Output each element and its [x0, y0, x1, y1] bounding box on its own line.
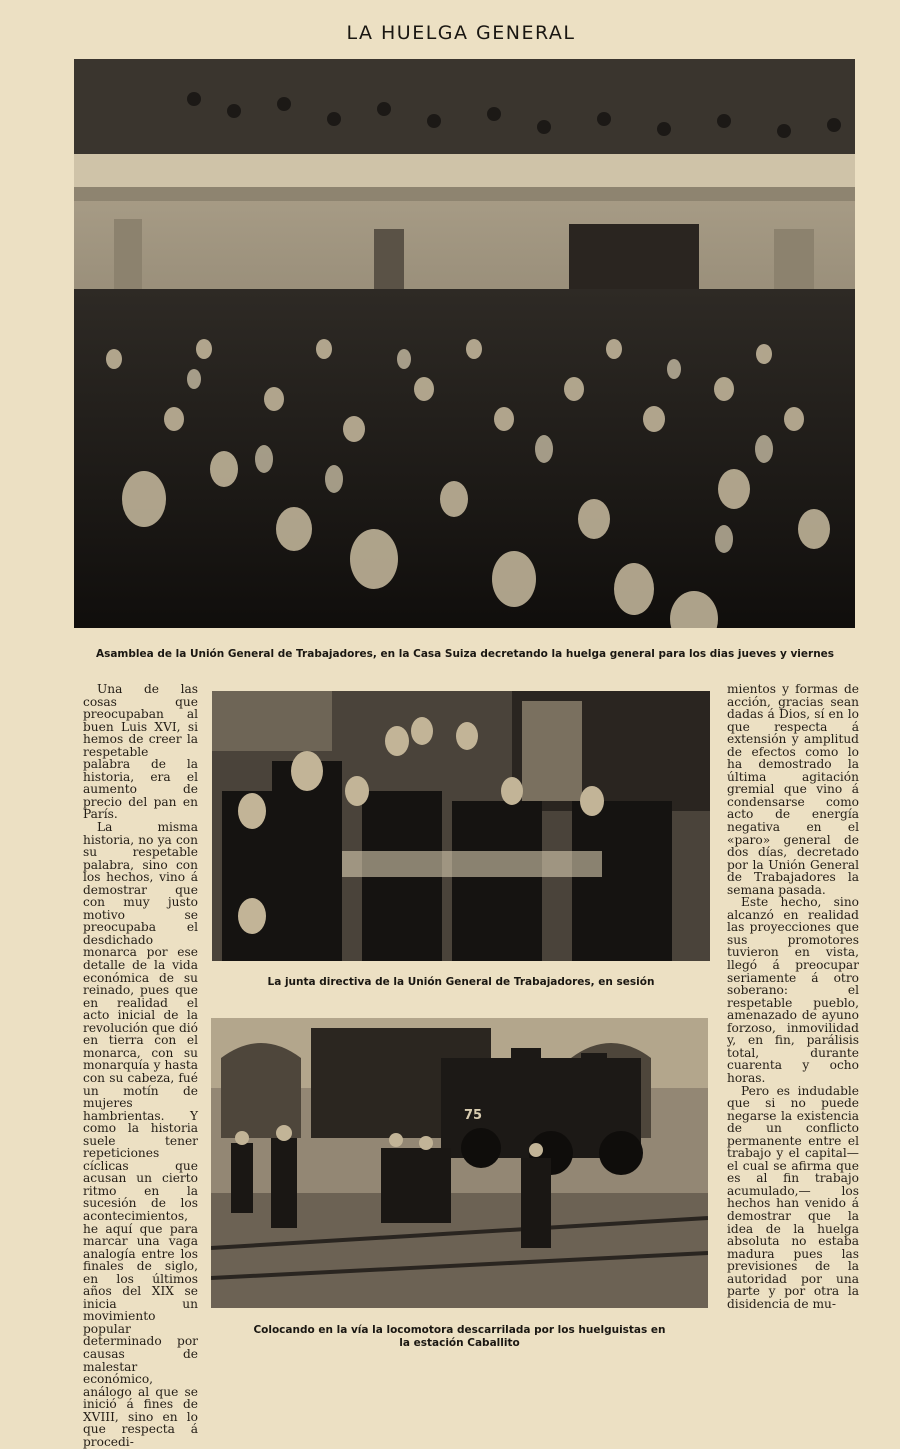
page-title: LA HUELGA GENERAL: [346, 22, 576, 44]
board-photo-caption: La junta directiva de la Unión General de Trabajadores, en sesión: [267, 976, 655, 988]
right-paragraph-1: mientos y formas de acción, gracias sean dadas á Dios, sí en lo que respecta á extensión y amplitud de efectos como lo ha demostrado la última agitación gremial que vino á condensarse como acto de energía negativa en el «paro» general de dos días, decretado por la Unión General de Trabajadores la semana pasada.: [727, 682, 859, 897]
right-paragraph-3: Pero es indudable que si no puede negarse la existencia de un conflicto permanente entre el trabajo y el capital—el cual se afirma que es al fin trabajo acumulado,— los hechos han venido á demostrar que la idea de la huelga absoluta no estaba madura pues las previsiones de la autoridad por una parte y por otra la disidencia de mu-: [727, 1083, 859, 1311]
board-photo-image: [212, 691, 710, 961]
right-paragraph-2: Este hecho, sino alcanzó en realidad las proyecciones que sus promotores tuvieron en vista, llegó á preocupar seriamente á otro soberano: el respetable pueblo, amenazado de ayuno forzoso, inmovilidad y, en fin, parálisis total, durante cuarenta y ocho horas.: [727, 895, 859, 1085]
assembly-photo-caption: Asamblea de la Unión General de Trabajadores, en la Casa Suiza decretando la huelga general para los dias jueves y viernes: [95, 648, 835, 660]
locomotive-photo-caption: [211, 1324, 708, 1350]
article-column-left: [83, 683, 198, 1448]
locomotive-photo: [211, 1018, 708, 1308]
locomotive-caption-line-2: la estación Caballito: [399, 1337, 520, 1349]
assembly-photo: [74, 59, 855, 628]
locomotive-caption-line-1: Colocando en la vía la locomotora descarrilada por los huelguistas en: [253, 1324, 666, 1336]
locomotive-photo-image: [211, 1018, 708, 1308]
engine-number: 75: [464, 1108, 483, 1123]
left-paragraph-1: Una de las cosas que preocupaban al buen Luis XVI, si hemos de creer la respetable palabra de la historia, era el aumento de precio del pan en París.: [83, 682, 198, 822]
assembly-photo-image: [74, 59, 855, 628]
board-photo: [212, 691, 710, 961]
left-paragraph-2: La misma historia, no ya con su respetable palabra, sino con los hechos, vino á demostrar que con muy justo motivo se preocupaba el desdichado monarca por ese detalle de la vida económica de su reinado, pues que en realidad el acto inicial de la revolución que dió en tierra con el monarca, con su monarquía y hasta con su cabeza, fué un motín de mujeres hambrientas. Y como la historia suele tener repeticiones cíclicas que acusan un cierto ritmo en la sucesión de los acontecimientos, he aquí que para marcar una vaga analogía entre los finales de siglo, en los últimos años del XIX se inicia un movimiento popular determinado por causas de malestar económico, análogo al que se inició á fines de XVIII, sino en lo que respecta á procedi-: [83, 820, 198, 1449]
article-column-right: [727, 683, 859, 1310]
